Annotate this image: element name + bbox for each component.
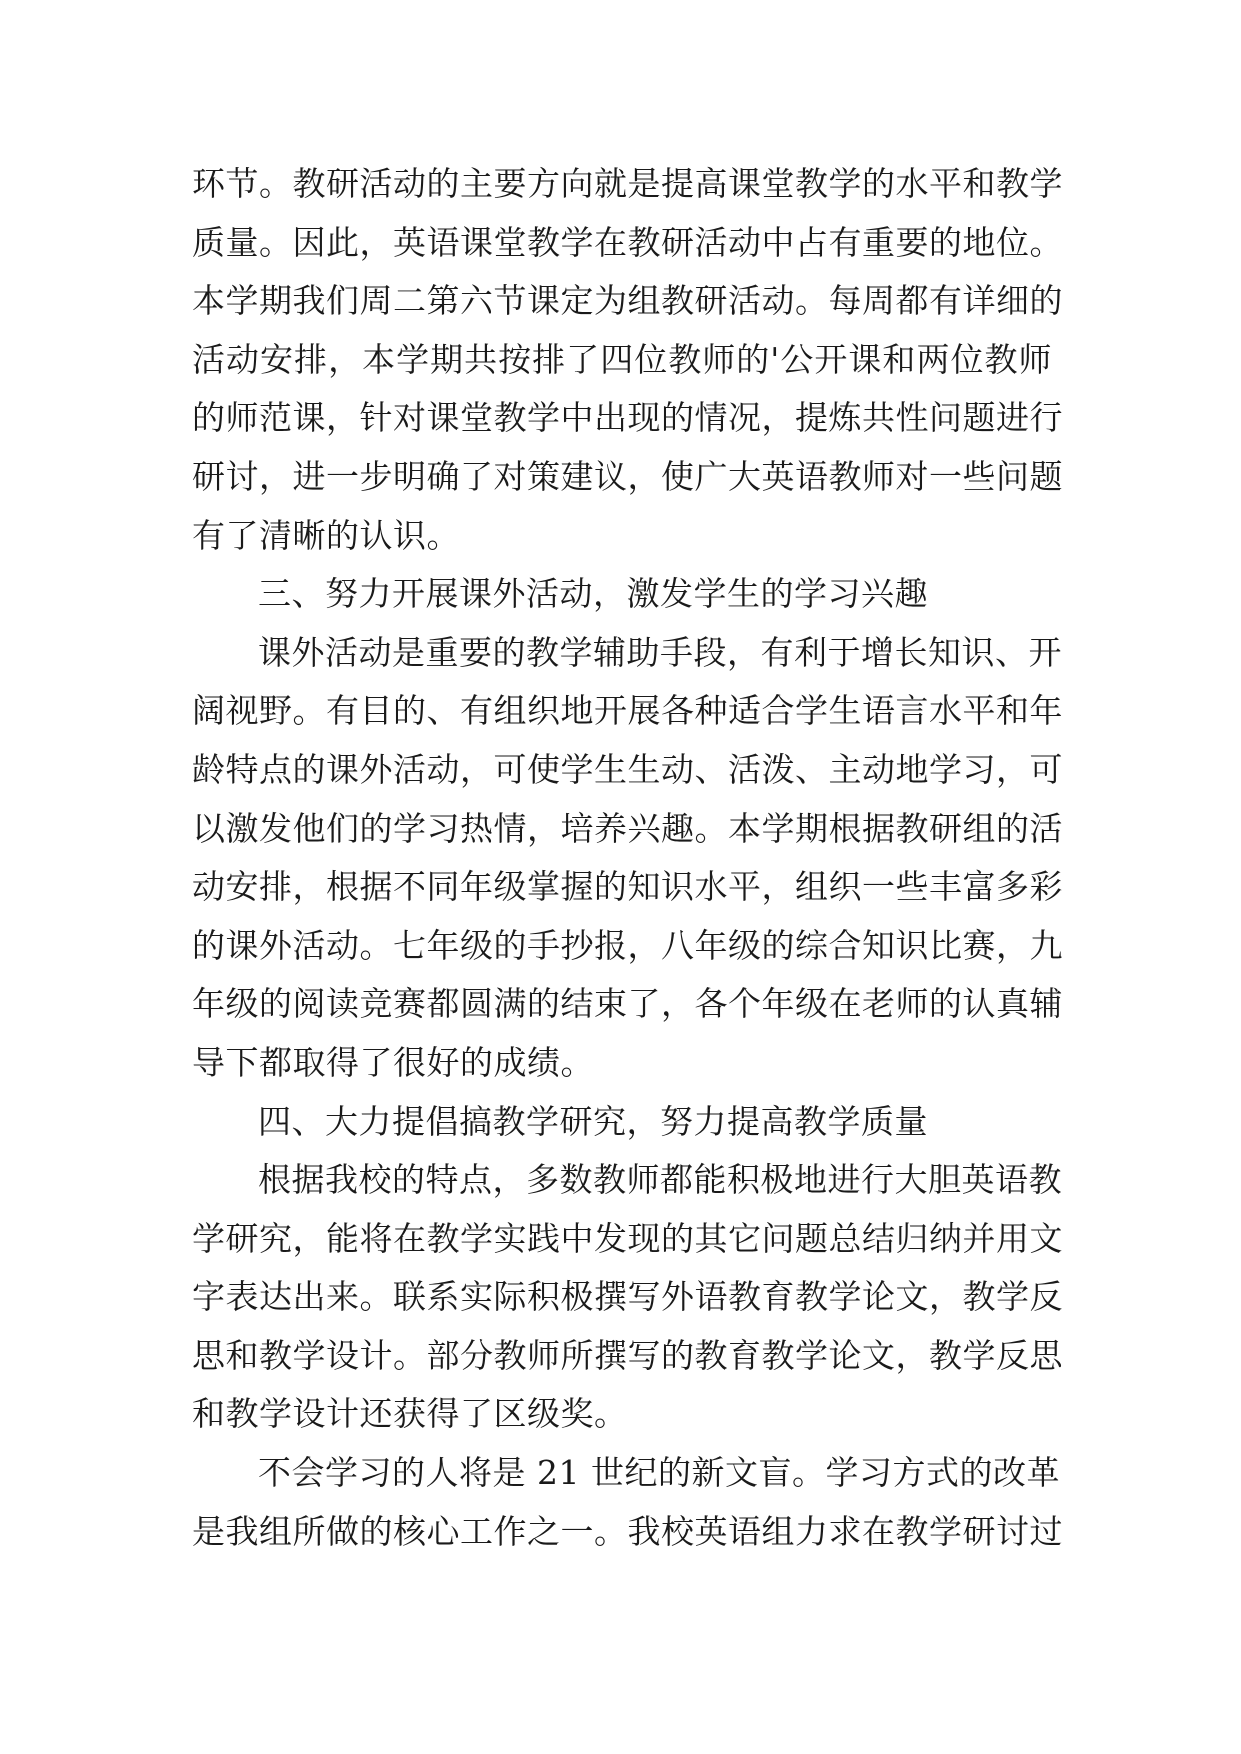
paragraph-line: 不会学习的人将是 21 世纪的新文盲。学习方式的改革 <box>258 1453 1060 1493</box>
paragraph-line: 的课外活动。七年级的手抄报，八年级的综合知识比赛，九 <box>192 925 1063 965</box>
paragraph-line: 字表达出来。联系实际积极撰写外语教育教学论文，教学反 <box>192 1277 1063 1317</box>
paragraph-line: 动安排，根据不同年级掌握的知识水平，组织一些丰富多彩 <box>192 867 1063 907</box>
document-body <box>192 155 1063 1561</box>
paragraph-line: 龄特点的课外活动，可使学生生动、活泼、主动地学习，可 <box>192 749 1063 789</box>
paragraph-line: 有了清晰的认识。 <box>192 515 460 555</box>
paragraph-line: 研讨，进一步明确了对策建议，使广大英语教师对一些问题 <box>192 456 1063 496</box>
paragraph-line: 年级的阅读竞赛都圆满的结束了，各个年级在老师的认真辅 <box>192 984 1063 1024</box>
paragraph-line: 活动安排，本学期共按排了四位教师的'公开课和两位教师 <box>192 339 1052 379</box>
paragraph-line: 和教学设计还获得了区级奖。 <box>192 1394 628 1434</box>
paragraph-line: 课外活动是重要的教学辅助手段，有利于增长知识、开 <box>258 632 1062 672</box>
paragraph-line: 环节。教研活动的主要方向就是提高课堂教学的水平和教学 <box>192 164 1063 203</box>
paragraph-line: 质量。因此，英语课堂教学在教研活动中占有重要的地位。 <box>192 222 1063 262</box>
paragraph-line: 思和教学设计。部分教师所撰写的教育教学论文，教学反思 <box>192 1335 1063 1375</box>
paragraph-line: 本学期我们周二第六节课定为组教研活动。每周都有详细的 <box>192 281 1063 321</box>
paragraph-line: 根据我校的特点，多数教师都能积极地进行大胆英语教 <box>258 1160 1062 1200</box>
section-heading: 四、大力提倡搞教学研究，努力提高教学质量 <box>258 1101 928 1141</box>
paragraph-line: 导下都取得了很好的成绩。 <box>192 1042 594 1082</box>
section-heading: 三、努力开展课外活动，激发学生的学习兴趣 <box>258 574 928 614</box>
paragraph-line: 以激发他们的学习热情，培养兴趣。本学期根据教研组的活 <box>192 808 1063 848</box>
paragraph-line: 学研究，能将在教学实践中发现的其它问题总结归纳并用文 <box>192 1218 1063 1258</box>
paragraph-line: 是我组所做的核心工作之一。我校英语组力求在教学研讨过 <box>192 1511 1063 1551</box>
paragraph-line: 阔视野。有目的、有组织地开展各种适合学生语言水平和年 <box>192 691 1063 731</box>
paragraph-line: 的师范课，针对课堂教学中出现的情况，提炼共性问题进行 <box>192 398 1063 438</box>
